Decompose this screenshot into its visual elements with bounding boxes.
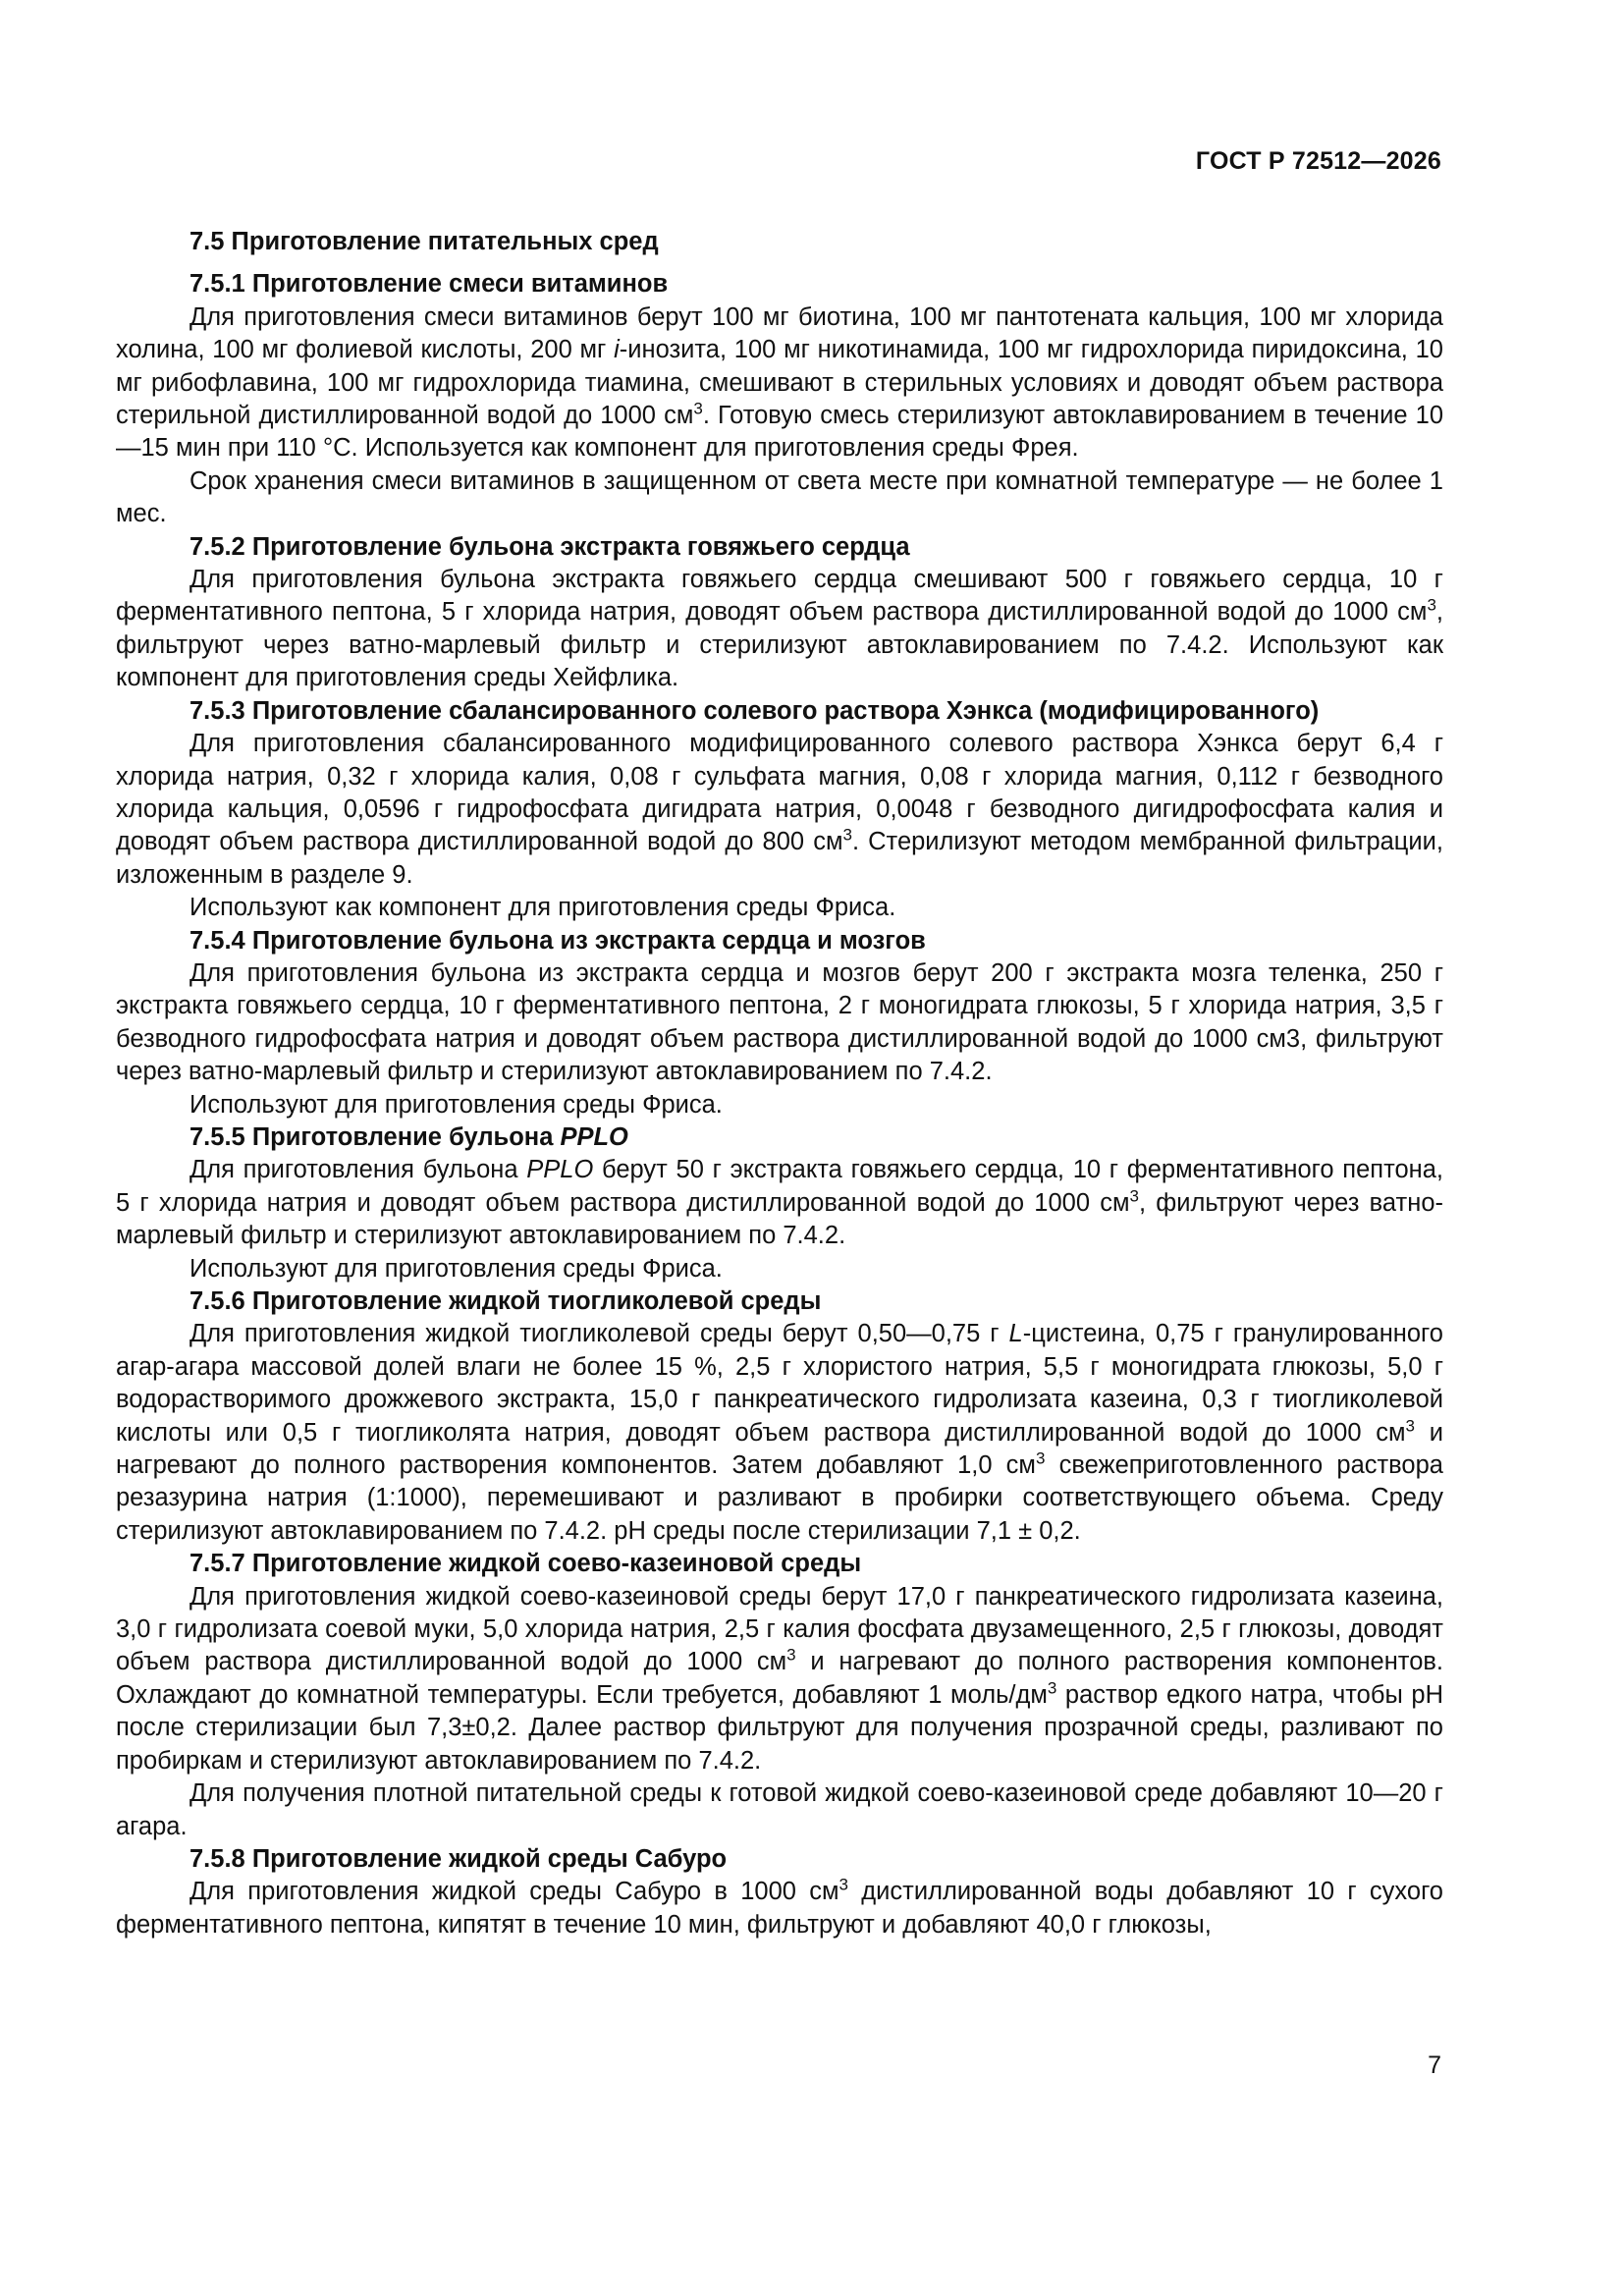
paragraph-7-5-8-1: Для приготовления жидкой среды Сабуро в 1000 $см^3$ дистиллированной воды добавляют 10 г сухого ферментативного пептона, кипятят в течение 10 мин, фильтруют и добавляют 40,0 г глюкозы, xyxy=(116,1875,1443,1939)
subsection-title-7-5-1: 7.5.1 Приготовление смеси витаминов xyxy=(189,270,669,299)
paragraph-7-5-3-1: Для приготовления сбалансированного модифицированного солевого раствора Хэнкса берут 6,4 г хлорида натрия, 0,32 г хлорида калия, 0,08 г сульфата магния, 0,08 г хлорида магния, 0,112 г безводного хлорида кальция, 0,0596 г гидрофосфата дигидрата натрия, 0,0048 г безводного дигидрофосфата калия и доводят объем раствора дистиллированной водой до 800 $см^3$. Стерилизуют методом мембранной фильтрации, изложенным в разделе 9. xyxy=(116,730,1443,889)
paragraph-7-5-5-2: Используют для приготовления среды Фриса. xyxy=(189,1254,723,1283)
subsection-title-7-5-2: 7.5.2 Приготовление бульона экстракта говяжьего сердца xyxy=(189,532,910,561)
paragraph-7-5-7-1: Для приготовления жидкой соево-казеиновой среды берут 17,0 г панкреатического гидролизата казеина, 3,0 г гидролизата соевой муки, 5,0 хлорида натрия, 2,5 г калия фосфата двузамещенного, 2,5 г глюкозы, доводят объем раствора дистиллированной водой до 1000 $см^3$ и нагревают до полного растворения компонентов. Охлаждают до комнатной температуры. Если требуется, добавляют 1 моль/$дм^3$ раствор едкого натра, чтобы pH после стерилизации был 7,3±0,2. Далее раствор фильтруют для получения прозрачной среды, разливают по пробиркам и стерилизуют автоклавированием по 7.4.2. xyxy=(116,1582,1444,1775)
paragraph-7-5-5-1: Для приготовления бульона PPLO берут 50 г экстракта говяжьего сердца, 10 г ферментативного пептона, 5 г хлорида натрия и доводят объем раствора дистиллированной водой до 1000 $см^3$, фильтруют через ватно-марлевый фильтр и стерилизуют автоклавированием по 7.4.2. xyxy=(116,1156,1443,1250)
page-number: 7 xyxy=(1428,2051,1441,2079)
paragraph-7-5-6-1: Для приготовления жидкой тиогликолевой среды берут 0,50—0,75 г L-цистеина, 0,75 г гранулированного агар-агара массовой долей влаги не более 15 %, 2,5 г хлористого натрия, 5,5 г моногидрата глюкозы, 5,0 г водорастворимого дрожжевого экстракта, 15,0 г панкреатического гидролизата казеина, 0,3 г тиогликолевой кислоты или 0,5 г тиогликолята натрия, доводят объем раствора дистиллированной водой до 1000 $см^3$ и нагревают до полного растворения компонентов. Затем добавляют 1,0 $см^3$ свежеприготовленного раствора резазурина натрия (1:1000), перемешивают и разливают в пробирки соответствующего объема. Среду стерилизуют автоклавированием по 7.4.2. pH среды после стерилизации 7,1 ± 0,2. xyxy=(116,1320,1443,1545)
section-title: 7.5 Приготовление питательных сред xyxy=(189,228,659,255)
paragraph-7-5-3-2: Используют как компонент для приготовления среды Фриса. xyxy=(189,894,896,922)
paragraph-7-5-7-2: Для получения плотной питательной среды к готовой жидкой соево-казеиновой среде добавляют 10—20 г агара. xyxy=(116,1779,1443,1840)
paragraph-7-5-4-2: Используют для приготовления среды Фриса. xyxy=(189,1090,723,1119)
paragraph-7-5-1-1: Для приготовления смеси витаминов берут 100 мг биотина, 100 мг пантотената кальция, 100 мг хлорида холина, 100 мг фолиевой кислоты, 200 мг i-инозита, 100 мг никотинамида, 100 мг гидрохлорида пиридоксина, 10 мг рибофлавина, 100 мг гидрохлорида тиамина, смешивают в стерильных условиях и доводят объем раствора стерильной дистиллированной водой до 1000 $см^3$. Готовую смесь стерилизуют автоклавированием в течение 10—15 мин при 110 °С. Используется как компонент для приготовления среды Фрея. xyxy=(116,302,1443,463)
page-content xyxy=(116,226,1443,1941)
subsection-title-7-5-7: 7.5.7 Приготовление жидкой соево-казеиновой среды xyxy=(189,1550,862,1578)
paragraph-7-5-4-1: Для приготовления бульона из экстракта сердца и мозгов берут 200 г экстракта мозга теленка, 250 г экстракта говяжьего сердца, 10 г ферментативного пептона, 2 г моногидрата глюкозы, 5 г хлорида натрия, 3,5 г безводного гидрофосфата натрия и доводят объем раствора дистиллированной водой до 1000 см3, фильтруют через ватно-марлевый фильтр и стерилизуют автоклавированием по 7.4.2. xyxy=(116,958,1443,1086)
paragraph-7-5-1-2: Срок хранения смеси витаминов в защищенном от света месте при комнатной температуре — не более 1 мес. xyxy=(116,466,1443,528)
subsection-title-7-5-8: 7.5.8 Приготовление жидкой среды Сабуро xyxy=(189,1844,728,1873)
subsection-title-7-5-6: 7.5.6 Приготовление жидкой тиогликолевой среды xyxy=(189,1287,822,1315)
subsection-title-7-5-3: 7.5.3 Приготовление сбалансированного солевого раствора Хэнкса (модифицированного) xyxy=(189,696,1320,725)
subsection-title-7-5-4: 7.5.4 Приготовление бульона из экстракта сердца и мозгов xyxy=(189,926,926,955)
document-header: ГОСТ Р 72512—2026 xyxy=(1195,147,1441,175)
subsection-title-7-5-5: 7.5.5 Приготовление бульона PPLO xyxy=(189,1122,628,1151)
paragraph-7-5-2-1: Для приготовления бульона экстракта говяжьего сердца смешивают 500 г говяжьего сердца, 10 г ферментативного пептона, 5 г хлорида натрия, доводят объем раствора дистиллированной водой до 1000 $см^3$, фильтруют через ватно-марлевый фильтр и стерилизуют автоклавированием по 7.4.2. Используют как компонент для приготовления среды Хейфлика. xyxy=(116,566,1443,692)
